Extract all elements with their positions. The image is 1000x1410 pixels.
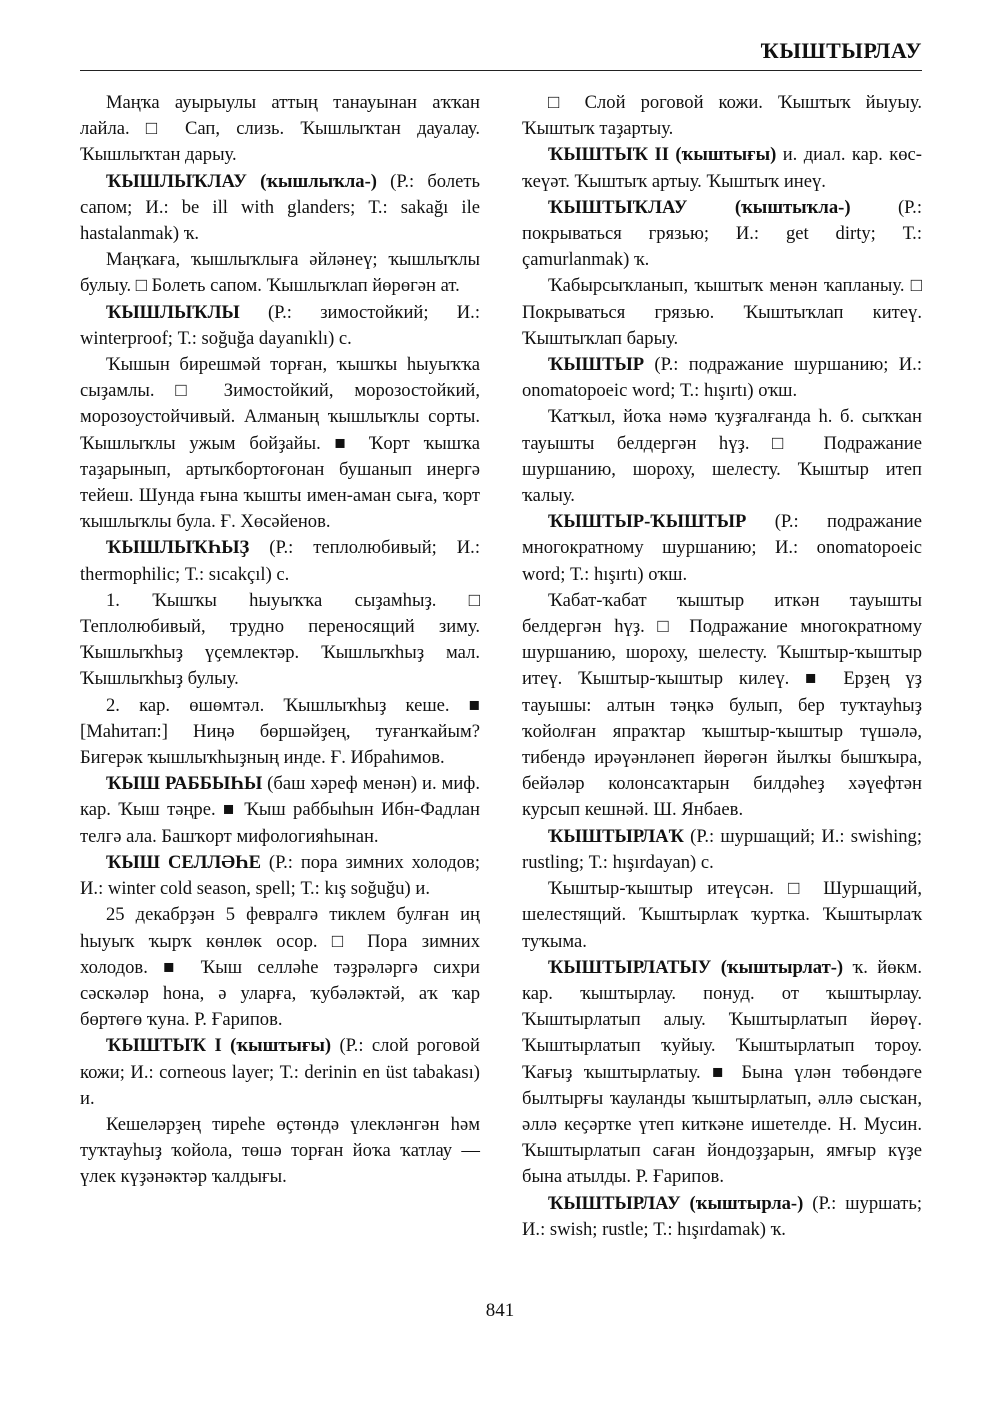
entry-paragraph bbox=[80, 902, 480, 1033]
entry-text: (Р.: шуршащий; И.: swishing; rustling; Т.: hışırdayan) с. bbox=[522, 825, 922, 873]
entry-text: Ҡабырсыҡланып, ҡыштыҡ менән ҡапланыу. □ Покрываться грязью. Ҡыштыҡлап китеү. Ҡыштыҡлап барыу. bbox=[522, 275, 922, 349]
headword: ҠЫШ РАББЫҺЫ bbox=[106, 773, 263, 795]
headword: ҠЫШТЫҠ I (ҡыштығы) bbox=[106, 1035, 332, 1057]
entry-paragraph bbox=[522, 273, 922, 352]
dictionary-entry bbox=[522, 955, 922, 1191]
entry-text: Маңҡаға, ҡышлыҡлыға әйләнеү; ҡышлыҡлы булыу. □ Болеть сапом. Ҡышлыҡлап йөрөгән ат. bbox=[80, 249, 480, 297]
entry-text: 25 декабрҙән 5 февралгә тиклем булған иң һыуыҡ ҡырҡ көнлөк осор. □ Пора зимних холодов. ■ Ҡыш селләһе тәҙрәләргә сихри сәскәләр һона, ә уларға, ҡубәләктәй, аҡ ҡар бөртөгө ҡуна. Р. Ғарипов. bbox=[80, 904, 480, 1031]
headword: ҠЫШТЫРЛАТЫУ (ҡыштырлат-) bbox=[548, 956, 844, 978]
dictionary-entry bbox=[80, 771, 480, 850]
headword: ҠЫШТЫРЛАУ (ҡыштырла-) bbox=[548, 1192, 804, 1214]
right-column bbox=[522, 90, 922, 1243]
headword: ҠЫШТЫР-ҠЫШТЫР bbox=[548, 511, 747, 533]
entry-paragraph bbox=[522, 90, 922, 142]
dictionary-entry bbox=[522, 142, 922, 194]
headword: ҠЫШЛЫҠЛЫ bbox=[106, 301, 240, 323]
entry-paragraph bbox=[522, 588, 922, 824]
entry-paragraph bbox=[80, 247, 480, 299]
entry-text: Ҡатҡыл, йоҡа нәмә ҡуҙғалғанда һ. б. сыҡҡан тауышты белдергән һүҙ. □ Подражание шуршанию, шороху, шелесту. Ҡыштыр итеп ҡалыу. bbox=[522, 406, 922, 507]
running-head: ҠЫШТЫРЛАУ bbox=[760, 38, 922, 63]
header-rule bbox=[80, 70, 922, 71]
entry-text: (Р.: шуршать; И.: swish; rustle; Т.: hışırdamak) ҡ. bbox=[522, 1192, 923, 1240]
entry-text: Кешеләрҙең тиреһе өҫтөндә үлекләнгән һәм туҡтауһыҙ ҡойола, төшә торған йоҡа ҡатлау — үлек күҙәнәктәр ҡалдығы. bbox=[80, 1113, 480, 1188]
entry-text: 2. кар. өшөмтәл. Ҡышлыҡһыҙ кеше. ■ [Маһитап:] Ниңә бөршәйҙең, туғанҡайым? Бигерәк ҡышлыҡһыҙның инде. Ғ. Ибраһимов. bbox=[80, 694, 480, 769]
entry-text: Ҡабат-ҡабат ҡыштыр иткән тауышты белдергән һүҙ. □ Подражание многократному шуршанию, шороху, шелесту. Ҡыштыр-ҡыштыр итеү. Ҡыштыр-ҡыштыр килеү. ■ Ерҙең үҙ тауышы: алтын тәңкә булып, бер туҡтауһыҙ ҡойолған япраҡтар ҡыштыр-ҡыштыр түшәлә, тибендә ирәүәнләнеп йөрөгән йылҡы бышҡыра, бейәләр колонсаҡтарын билдәһеҙ хәүефтән курсып кешнәй. Ш. Янбаев. bbox=[522, 589, 922, 821]
dictionary-entry bbox=[80, 850, 480, 902]
entry-paragraph bbox=[80, 352, 480, 535]
headword: ҠЫШТЫР bbox=[548, 354, 645, 376]
entry-text: (баш хәреф менән) и. миф. кар. Ҡыш тәңре. ■ Ҡыш раббыһын Ибн-Фадлан телгә ала. Башҡорт мифологияһынан. bbox=[80, 773, 480, 847]
entry-text: (Р.: зимостойкий; И.: winterproof; Т.: soğuğa dayanıklı) с. bbox=[80, 301, 480, 349]
entry-text: (Р.: покрываться грязью; И.: get dirty; Т.: çamurlanmak) ҡ. bbox=[522, 196, 922, 271]
headword: ҠЫШТЫҠЛАУ (ҡыштыҡла-) bbox=[548, 196, 851, 218]
entry-text: Ҡыштыр-ҡыштыр итеүсән. □ Шуршащий, шелестящий. Ҡыштырлаҡ ҡуртка. Ҡыштырлаҡ туҡыма. bbox=[522, 878, 922, 952]
entry-paragraph bbox=[522, 404, 922, 509]
headword: ҠЫШ СЕЛЛӘҺЕ bbox=[106, 851, 262, 873]
dictionary-entry bbox=[522, 1191, 922, 1243]
entry-text: □ Слой роговой кожи. Ҡыштыҡ йыуыу. Ҡыштыҡ таҙартыу. bbox=[522, 92, 922, 140]
headword: ҠЫШТЫРЛАҠ bbox=[548, 825, 685, 847]
headword: ҠЫШТЫҠ II (ҡыштығы) bbox=[548, 144, 777, 166]
entry-text: (Р.: подражание многократному шуршанию; И.: onomatopoeic word; Т.: hışırtı) оҡш. bbox=[522, 511, 922, 585]
entry-text: (Р.: подражание шуршанию; И.: onomatopoeic word; Т.: hışırtı) оҡш. bbox=[522, 354, 922, 402]
entry-paragraph bbox=[80, 90, 480, 169]
entry-text: 1. Ҡышҡы һыуыҡҡа сыҙамһыҙ. □ Теплолюбивый, трудно переносящий зиму. Ҡышлыҡһыҙ үҫемлектәр. Ҡышлыҡһыҙ мал. Ҡышлыҡһыҙ булыу. bbox=[80, 589, 480, 690]
dictionary-entry bbox=[522, 824, 922, 876]
entry-text: и. диал. кар. көс-ҡеүәт. Ҡыштыҡ артыу. Ҡыштыҡ инеү. bbox=[522, 144, 922, 192]
dictionary-entry bbox=[80, 535, 480, 587]
entry-text: (Р.: слой роговой кожи; И.: corneous layer; Т.: derinin en üst tabakası) и. bbox=[80, 1035, 480, 1109]
dictionary-entry bbox=[522, 509, 922, 588]
entry-text: (Р.: пора зимних холодов; И.: winter cold season, spell; Т.: kış soğuğu) и. bbox=[80, 851, 481, 900]
page-number: 841 bbox=[485, 1300, 515, 1321]
entry-paragraph bbox=[80, 588, 480, 693]
entry-text: (Р.: болеть сапом; И.: be ill with glanders; Т.: sakağı ile hastalanmak) ҡ. bbox=[80, 170, 480, 245]
dictionary-entry bbox=[80, 300, 480, 352]
dictionary-entry bbox=[522, 195, 922, 274]
dictionary-entry bbox=[80, 169, 480, 248]
left-column bbox=[80, 90, 480, 1191]
entry-paragraph bbox=[80, 1112, 480, 1191]
dictionary-entry bbox=[80, 1033, 480, 1112]
headword: ҠЫШЛЫҠЛАУ (ҡышлыҡла-) bbox=[106, 170, 377, 192]
entry-text: ҡ. йөкм. кар. ҡыштырлау. понуд. от ҡыштырлау. Ҡыштырлатып алыу. Ҡыштырлатып йөрөү. Ҡыштырлатып ҡуйыу. Ҡыштырлатып тороу. Ҡағыҙ ҡыштырлатыу. ■ Бына үлән төбөндәге былтырғы ҡауланды ҡыштырлатып, әллә сысҡан, әллә кеҫәртке үтеп киткәне ишетелде. Н. Мусин. Ҡыштырлатып саған йондоҙҙарын, ямғыр күҙе бына атылды. Р. Ғарипов. bbox=[522, 956, 922, 1188]
entry-paragraph bbox=[522, 876, 922, 955]
headword: ҠЫШЛЫҠҺЫҘ bbox=[106, 537, 250, 559]
entry-text: Маңҡа ауырыулы аттың танауынан аҡҡан лайла. □ Сап, слизь. Ҡышлыҡтан дауалау. Ҡышлыҡтан дарыу. bbox=[80, 92, 480, 166]
entry-paragraph bbox=[80, 693, 480, 772]
entry-text: Ҡышын бирешмәй торған, ҡышҡы һыуыҡҡа сыҙамлы. □ Зимостойкий, морозостойкий, морозоустойчивый. Алманың ҡышлыҡлы сорты. Ҡышлыҡлы ужым бойҙайы. ■ Ҡорт ҡышҡа таҙарынып, артыҡбортоғонан бушанып инергә тейеш. Шунда ғына ҡышты имен-аман сыға, ҡорт ҡышлыҡлы була. Ғ. Хөсәйенов. bbox=[80, 354, 480, 533]
entry-text: (Р.: теплолюбивый; И.: thermophilic; Т.: sıcakçıl) с. bbox=[80, 537, 480, 585]
dictionary-entry bbox=[522, 352, 922, 404]
